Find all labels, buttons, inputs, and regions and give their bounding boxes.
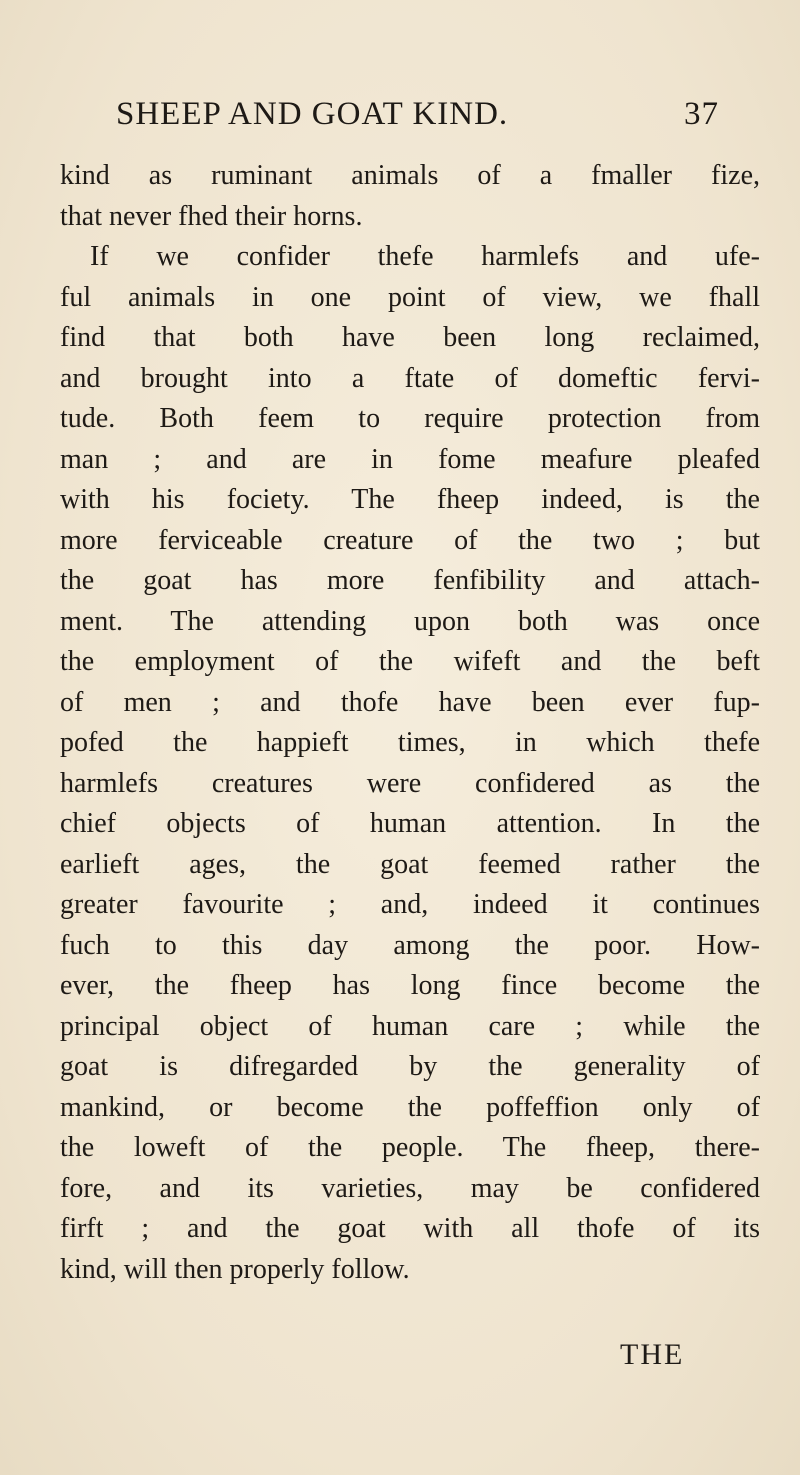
catchword: THE — [620, 1338, 685, 1371]
text-line: that never fhed their horns. — [60, 200, 363, 232]
text-line: fore, and its varieties, may be confidered — [60, 1172, 760, 1204]
text-line: pofed the happieft times, in which thefe — [60, 727, 760, 758]
text-line: man ; and are in fome meafure pleafed — [60, 443, 760, 475]
text-line: of men ; and thofe have been ever fup- — [60, 686, 760, 718]
text-line: the employment of the wifeft and the beft — [60, 646, 760, 677]
text-line: tude. Both feem to require protection from — [60, 403, 760, 434]
header-title: SHEEP AND GOAT KIND. — [116, 96, 509, 132]
text-line: mankind, or become the poffeffion only of — [60, 1091, 760, 1123]
text-line: earlieft ages, the goat feemed rather the — [60, 848, 760, 880]
text-line: and brought into a ftate of domeftic fervi- — [60, 362, 760, 394]
text-line: fuch to this day among the poor. How- — [60, 929, 760, 961]
text-line: ever, the fheep has long fince become the — [60, 970, 760, 1001]
text-line: If we confider thefe harmlefs and ufe- — [90, 241, 760, 272]
text-line: firft ; and the goat with all thofe of its — [60, 1213, 760, 1244]
text-line: kind, will then properly follow. — [60, 1253, 410, 1285]
body-text — [60, 156, 760, 1290]
text-line: the loweft of the people. The fheep, there- — [60, 1132, 760, 1163]
text-line: goat is difregarded by the generality of — [60, 1051, 760, 1082]
text-line: the goat has more fenfibility and attach- — [60, 565, 760, 596]
page-number: 37 — [684, 96, 719, 132]
text-line: principal object of human care ; while the — [60, 1010, 760, 1042]
text-line: kind as ruminant animals of a fmaller fize, — [60, 160, 760, 191]
text-line: ment. The attending upon both was once — [60, 605, 760, 637]
text-line: greater favourite ; and, indeed it continues — [60, 889, 760, 920]
text-line: ful animals in one point of view, we fhall — [60, 281, 760, 313]
text-line: find that both have been long reclaimed, — [60, 322, 760, 353]
text-line: harmlefs creatures were confidered as the — [60, 767, 760, 799]
running-header — [116, 96, 746, 146]
text-line: more ferviceable creature of the two ; but — [60, 524, 760, 556]
text-line: chief objects of human attention. In the — [60, 808, 760, 839]
text-line: with his fociety. The fheep indeed, is the — [60, 484, 760, 515]
